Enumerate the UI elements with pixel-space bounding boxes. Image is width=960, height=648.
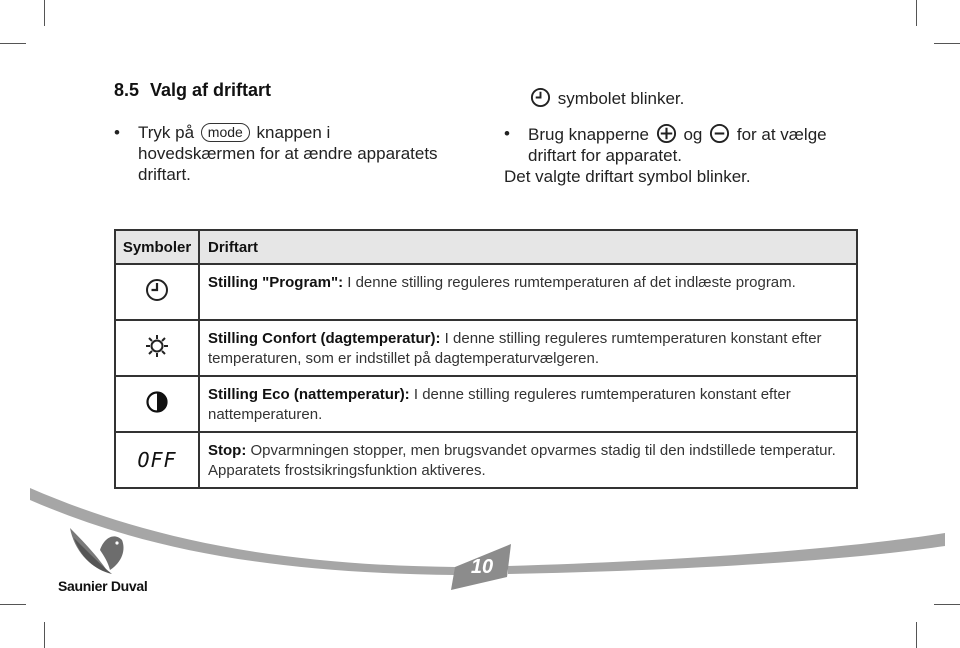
mode-text: I denne stilling reguleres rumtemperaturen af det indlæste program. <box>347 274 796 291</box>
instruction-text: driftart for apparatet. <box>528 146 683 165</box>
instruction-bullet <box>504 123 884 166</box>
instruction-text: hovedskærmen for at ændre apparatets <box>138 144 438 163</box>
section-title: Valg af driftart <box>150 80 272 100</box>
off-text-icon: OFF <box>137 448 177 472</box>
plus-button-icon <box>656 123 677 144</box>
mode-title: Stop: <box>208 442 247 459</box>
symbol-cell <box>115 376 199 432</box>
symbol-cell <box>115 320 199 376</box>
instruction-text: Brug knapperne <box>528 125 649 144</box>
mode-button-icon: mode <box>201 123 250 142</box>
minus-button-icon <box>709 123 730 144</box>
crop-mark <box>44 0 45 26</box>
section-number: 8.5 <box>114 80 140 100</box>
mode-description <box>199 376 857 432</box>
mode-text: I denne stilling reguleres rumtemperaturen konstant efter temperaturen, som er indstillet på dagtemperaturvælgeren. <box>208 330 822 367</box>
brand-logo-icon <box>60 520 132 578</box>
instruction-text: driftart. <box>138 165 191 184</box>
header-mode: Driftart <box>199 230 857 264</box>
section-heading <box>114 80 271 101</box>
table-row <box>115 264 857 320</box>
instruction-text: Det valgte driftart symbol blinker. <box>504 167 751 186</box>
left-column <box>114 122 494 185</box>
instruction-text: og <box>683 125 703 144</box>
clock-icon <box>145 278 169 302</box>
half-moon-icon <box>145 390 169 414</box>
instruction-text: for at vælge <box>736 125 827 144</box>
instruction-bullet <box>114 122 494 185</box>
page-number: 10 <box>470 556 494 578</box>
sun-icon <box>144 333 170 359</box>
crop-mark <box>934 43 960 44</box>
crop-mark <box>916 0 917 26</box>
blink-note <box>504 87 884 109</box>
symbol-cell <box>115 264 199 320</box>
header-symbols: Symboler <box>115 230 199 264</box>
crop-mark <box>916 622 917 648</box>
mode-text: Opvarmningen stopper, men brugsvandet opvarmes stadig til den indstillede temperatur. Apparatets frostsikringsfunktion aktiveres. <box>208 442 836 479</box>
mode-title: Stilling Confort (dagtemperatur): <box>208 330 441 347</box>
mode-title: Stilling Eco (nattemperatur): <box>208 386 410 403</box>
table-row <box>115 320 857 376</box>
mode-description <box>199 320 857 376</box>
right-column <box>504 87 884 187</box>
table-row <box>115 376 857 432</box>
table-header-row <box>115 230 857 264</box>
blink-note-text: symbolet blinker. <box>557 89 685 108</box>
instruction-text: Tryk på <box>138 123 195 142</box>
mode-title: Stilling "Program": <box>208 274 344 291</box>
mode-text: I denne stilling reguleres rumtemperaturen konstant efter nattemperaturen. <box>208 386 791 423</box>
instruction-text: knappen i <box>256 123 331 142</box>
crop-mark <box>0 43 26 44</box>
mode-description <box>199 264 857 320</box>
clock-icon <box>530 87 551 108</box>
brand-name: Saunier Duval <box>58 578 148 594</box>
symbol-table <box>114 229 858 489</box>
crop-mark <box>44 622 45 648</box>
